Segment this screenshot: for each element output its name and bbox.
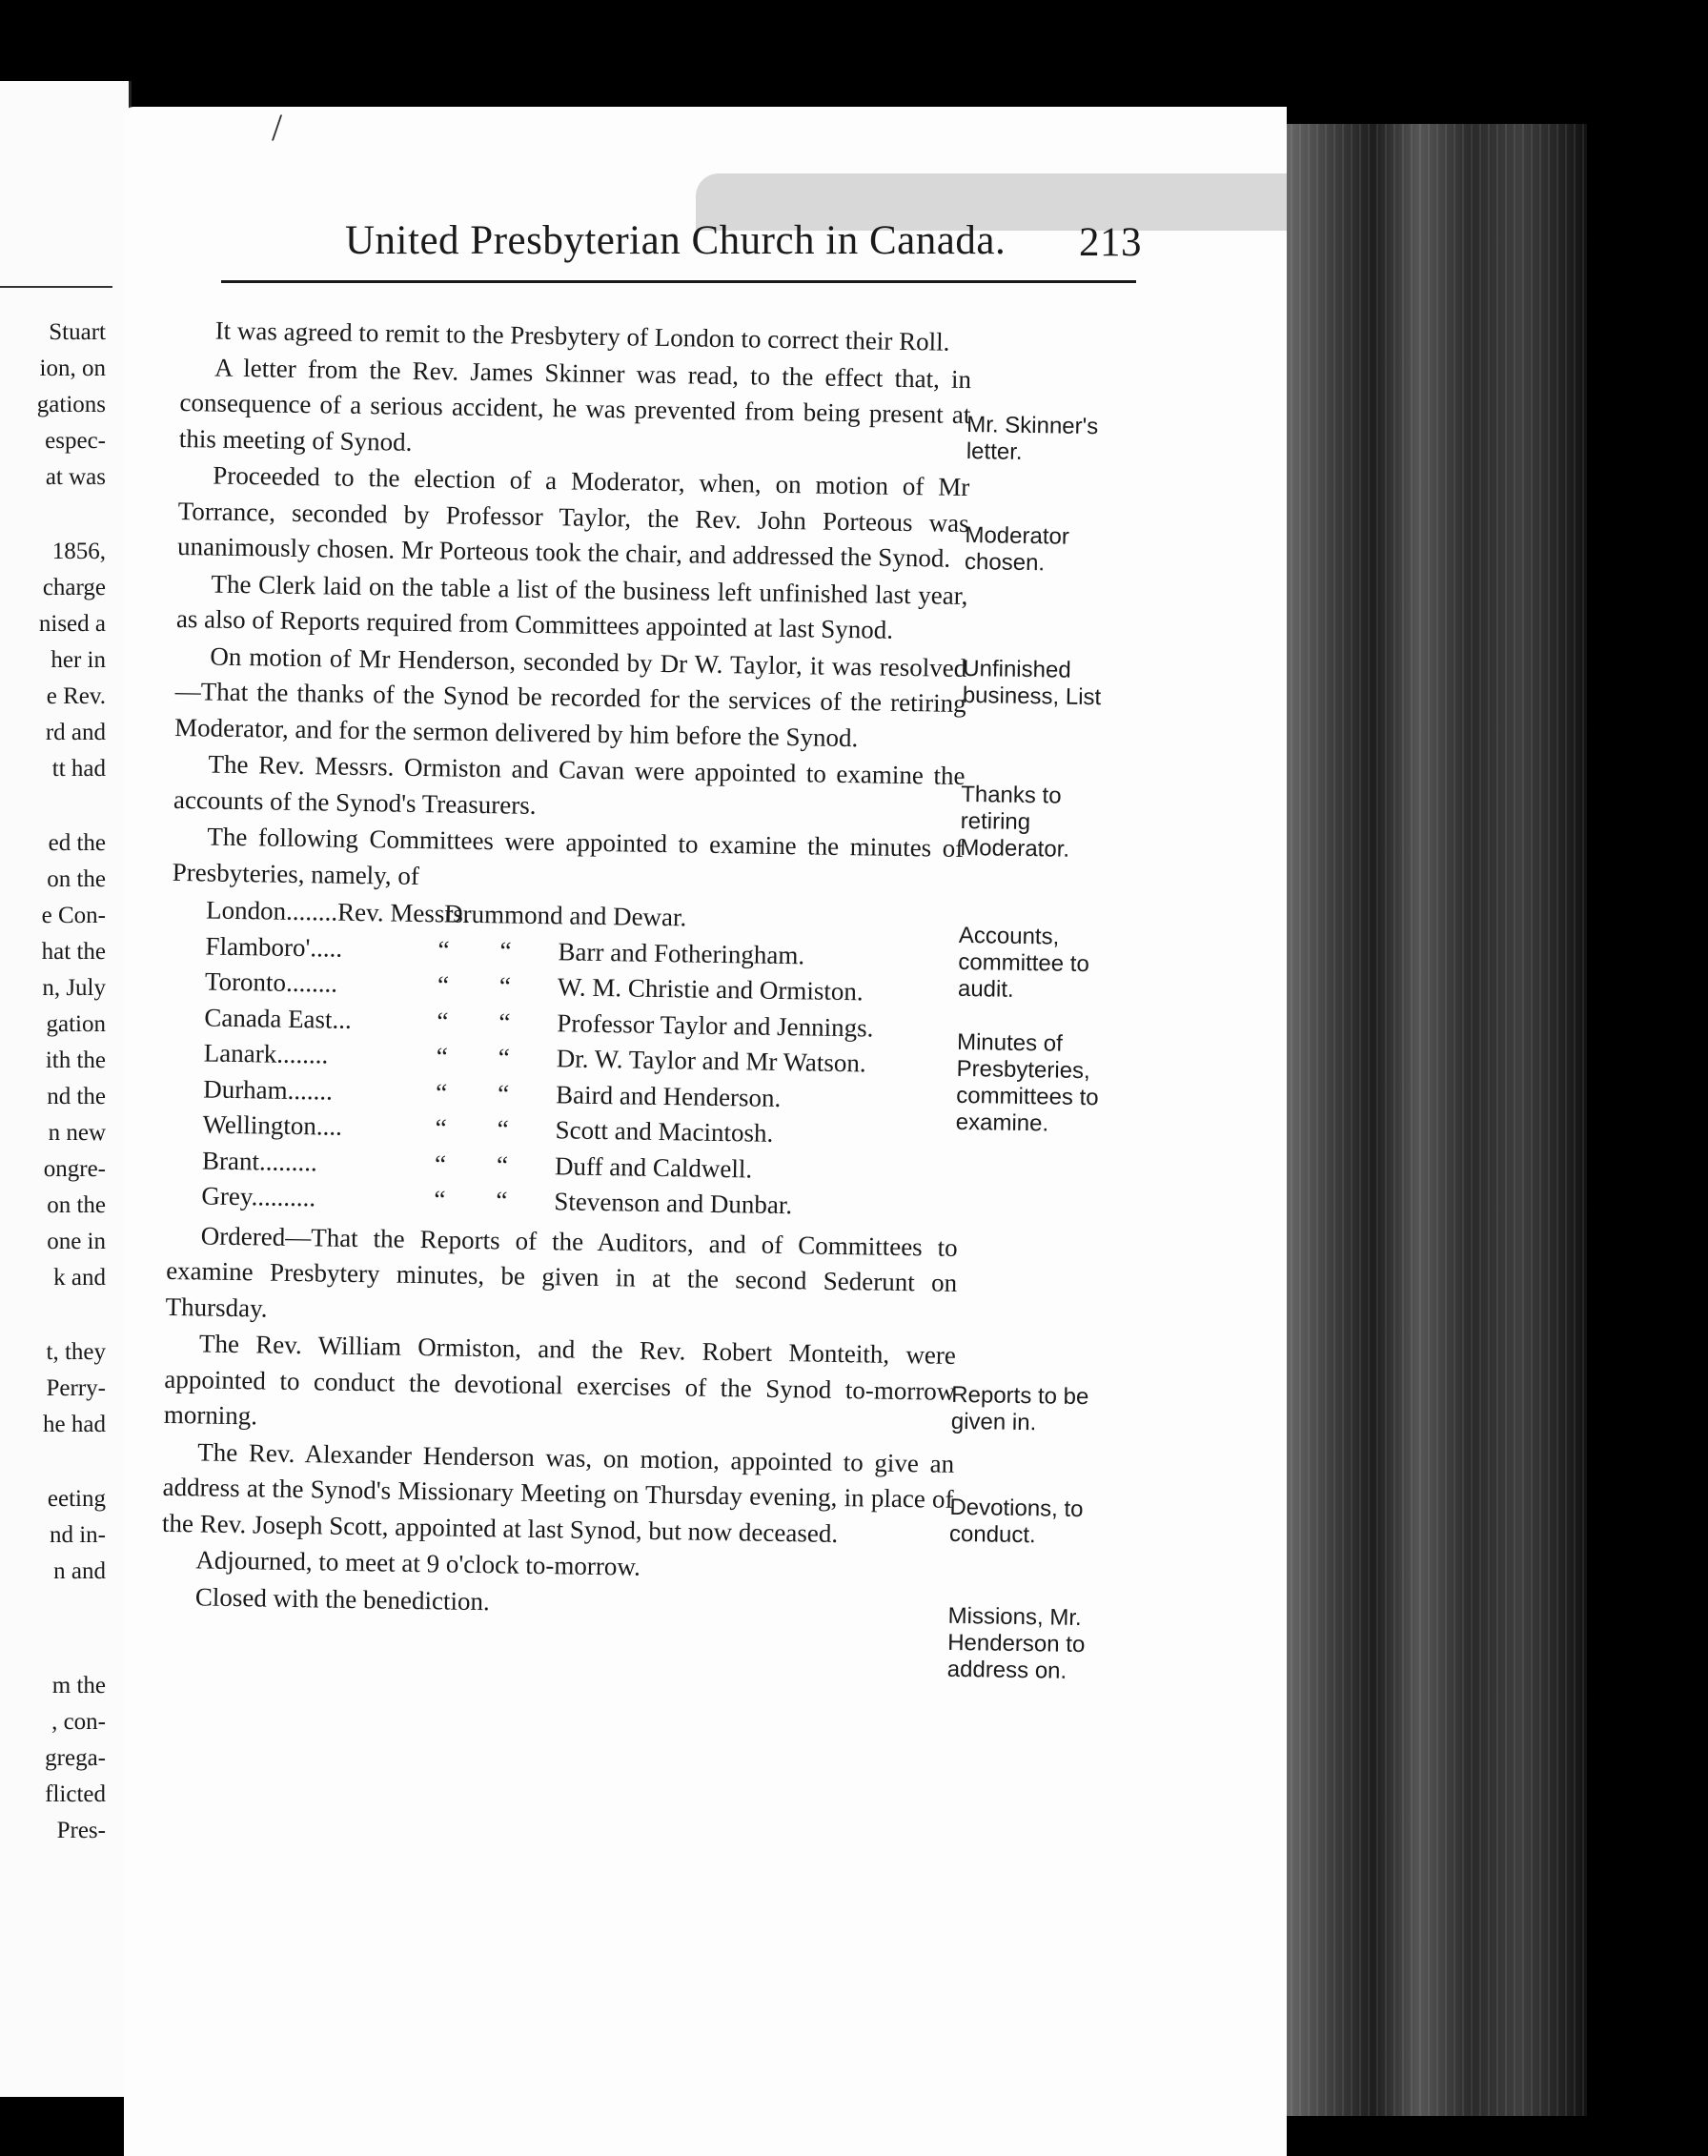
pencil-mark: / — [272, 106, 283, 149]
paragraph: Closed with the benediction. — [194, 1581, 490, 1616]
committee-members: W. M. Christie and Ormiston. — [557, 972, 864, 1007]
paragraph: Ordered—That the Reports of the Auditors, and of Committees to examine Presbytery minutes, be given in at the second Sederunt on Thursday. — [165, 1220, 958, 1323]
left-page-text-fragment: ith the — [45, 1047, 106, 1073]
committee-members: Duff and Caldwell. — [554, 1150, 753, 1184]
margin-note: Thanks to retiring Moderator. — [960, 781, 1070, 863]
margin-note: Missions, Mr. Henderson to address on. — [946, 1602, 1086, 1684]
left-page-text-fragment: e Con- — [41, 903, 106, 928]
ditto-mark: “ — [435, 1077, 448, 1107]
presbytery-name: London........Rev. Messrs. — [205, 895, 470, 928]
paragraph: The Rev. Alexander Henderson was, on motion, appointed to give an address at the Synod's Missionary Meeting on Thursday evening, in place of the Rev. Joseph Scott, appointed at last Synod, but now deceased. — [161, 1436, 955, 1548]
left-page-text-fragment: 1856, — [51, 539, 106, 564]
left-page-text-fragment: t, they — [46, 1339, 106, 1365]
running-title: United Presbyterian Church in Canada. — [345, 218, 1006, 263]
committee-members: Barr and Fotheringham. — [558, 936, 805, 969]
ditto-mark: “ — [437, 1006, 449, 1035]
committee-members: Drummond and Dewar. — [443, 899, 687, 932]
left-page-text-fragment: n new — [48, 1120, 106, 1146]
ditto-mark: “ — [498, 971, 512, 1001]
left-page-text-fragment: on the — [47, 1192, 106, 1218]
margin-note: Mr. Skinner's letter. — [966, 411, 1099, 465]
book-page-edges — [1282, 124, 1587, 2116]
presbytery-name: Lanark........ — [203, 1038, 329, 1069]
ditto-mark: “ — [434, 1185, 446, 1214]
left-page-text-fragment: one in — [47, 1229, 106, 1254]
presbytery-name: Durham....... — [202, 1073, 334, 1106]
committee-list — [201, 892, 963, 1226]
ditto-mark: “ — [498, 1043, 510, 1072]
margin-note: Devotions, to conduct. — [948, 1494, 1084, 1549]
paragraph: A letter from the Rev. James Skinner was read, to the effect that, in consequence of a serious accident, he was prevented from being present at this meeting of Synod. — [178, 353, 972, 457]
presbytery-name: Grey.......... — [201, 1181, 316, 1212]
presbytery-name: Brant......... — [201, 1145, 318, 1176]
header-rule — [221, 280, 1136, 283]
committee-members: Scott and Macintosh. — [555, 1115, 774, 1148]
paragraph: Adjourned, to meet at 9 o'clock to-morrow. — [195, 1545, 641, 1581]
ditto-mark: “ — [435, 1113, 447, 1143]
ditto-mark: “ — [497, 1114, 509, 1144]
left-page-text-fragment: on the — [47, 866, 106, 892]
presbytery-name: Toronto........ — [204, 966, 338, 998]
paragraph: It was agreed to remit to the Presbytery of London to correct their Roll. — [214, 315, 950, 356]
left-page-rule — [0, 286, 112, 288]
left-page-text-fragment: ongre- — [43, 1156, 106, 1182]
left-page-text-fragment: m the — [51, 1673, 106, 1698]
left-page-text-fragment: Pres- — [56, 1818, 106, 1843]
margin-note: Unfinished business, List — [962, 655, 1102, 711]
committee-members: Baird and Henderson. — [555, 1079, 782, 1112]
presbytery-name: Flamboro'..... — [205, 930, 343, 963]
ditto-mark: “ — [496, 1186, 508, 1215]
committee-members: Professor Taylor and Jennings. — [557, 1007, 874, 1043]
left-page-text-fragment: n and — [53, 1558, 106, 1584]
left-page-text-fragment: espec- — [45, 428, 106, 454]
presbytery-name: Canada East... — [204, 1002, 353, 1034]
ditto-mark: “ — [437, 934, 450, 965]
ditto-mark: “ — [437, 970, 450, 1000]
page-number: 213 — [1079, 220, 1142, 265]
margin-note: Reports to be given in. — [950, 1381, 1089, 1436]
left-page-text-fragment: he had — [43, 1412, 106, 1437]
left-page-text-fragment: grega- — [45, 1745, 106, 1771]
left-page-text-fragment: charge — [42, 575, 106, 600]
margin-note: Minutes of Presbyteries, committees to examine. — [955, 1028, 1099, 1137]
left-page-text-fragment: Perry- — [46, 1375, 106, 1401]
left-page-text-fragment: nised a — [38, 611, 106, 637]
left-page-text-fragment: nd in- — [49, 1522, 106, 1548]
body-text — [161, 313, 972, 1628]
margin-note: Accounts, committee to audit. — [957, 922, 1090, 1003]
paragraph: The Clerk laid on the table a list of the business left unfinished last year, as also of Reports required from Committees appointed at last Synod. — [175, 569, 968, 644]
left-page-text-fragment: eeting — [47, 1486, 106, 1512]
left-page-text-fragment: k and — [53, 1265, 106, 1291]
paragraph: The following Committees were appointed to examine the minutes of Presbyteries, namely, of — [172, 822, 965, 890]
presbytery-name: Wellington.... — [202, 1109, 343, 1141]
ditto-mark: “ — [436, 1042, 448, 1071]
left-page-text-fragment: ion, on — [39, 356, 106, 381]
ditto-mark: “ — [498, 1007, 511, 1037]
ditto-mark: “ — [434, 1149, 447, 1178]
ditto-mark: “ — [499, 935, 512, 966]
left-page-text-fragment: n, July — [42, 975, 106, 1001]
left-page-text-fragment: gation — [46, 1011, 106, 1037]
left-page-text-fragment: nd the — [47, 1084, 106, 1109]
margin-note: Moderator chosen. — [964, 521, 1070, 577]
ditto-mark: “ — [496, 1149, 509, 1179]
paragraph: The Rev. Messrs. Ormiston and Cavan were appointed to examine the accounts of the Synod's Treasurers. — [173, 749, 966, 820]
left-page-text-fragment: , con- — [51, 1709, 106, 1735]
left-facing-page — [0, 81, 132, 2097]
left-page-text-fragment: gations — [36, 392, 106, 417]
left-page-text-fragment: hat the — [41, 939, 106, 965]
left-page-text-fragment: e Rev. — [46, 683, 106, 709]
paragraph: The Rev. William Ormiston, and the Rev. Robert Monteith, were appointed to conduct the devotional exercises of the Synod to-morrow morning. — [163, 1329, 957, 1431]
committee-members: Dr. W. Taylor and Mr Watson. — [556, 1044, 866, 1078]
left-page-text-fragment: rd and — [45, 720, 106, 745]
left-page-text-fragment: Stuart — [49, 319, 106, 345]
ditto-mark: “ — [497, 1078, 510, 1109]
paragraph: Proceeded to the election of a Moderator, when, on motion of Mr Torrance, seconded by Professor Taylor, the Rev. John Porteous was unanimously chosen. Mr Porteous took the chair, and addressed the Synod. — [176, 460, 970, 573]
left-page-text-fragment: tt had — [51, 756, 106, 782]
left-page-text-fragment: at was — [45, 464, 106, 490]
left-page-text-fragment: her in — [51, 647, 106, 673]
left-page-text-fragment: flicted — [45, 1781, 106, 1807]
left-page-text-fragment: ed the — [48, 830, 106, 856]
paragraph: On motion of Mr Henderson, seconded by Dr W. Taylor, it was resolved—That the thanks of the Synod be recorded for the services of the retiring Moderator, and for the sermon delivered by him before the Synod. — [173, 641, 967, 752]
committee-members: Stevenson and Dunbar. — [554, 1187, 793, 1220]
